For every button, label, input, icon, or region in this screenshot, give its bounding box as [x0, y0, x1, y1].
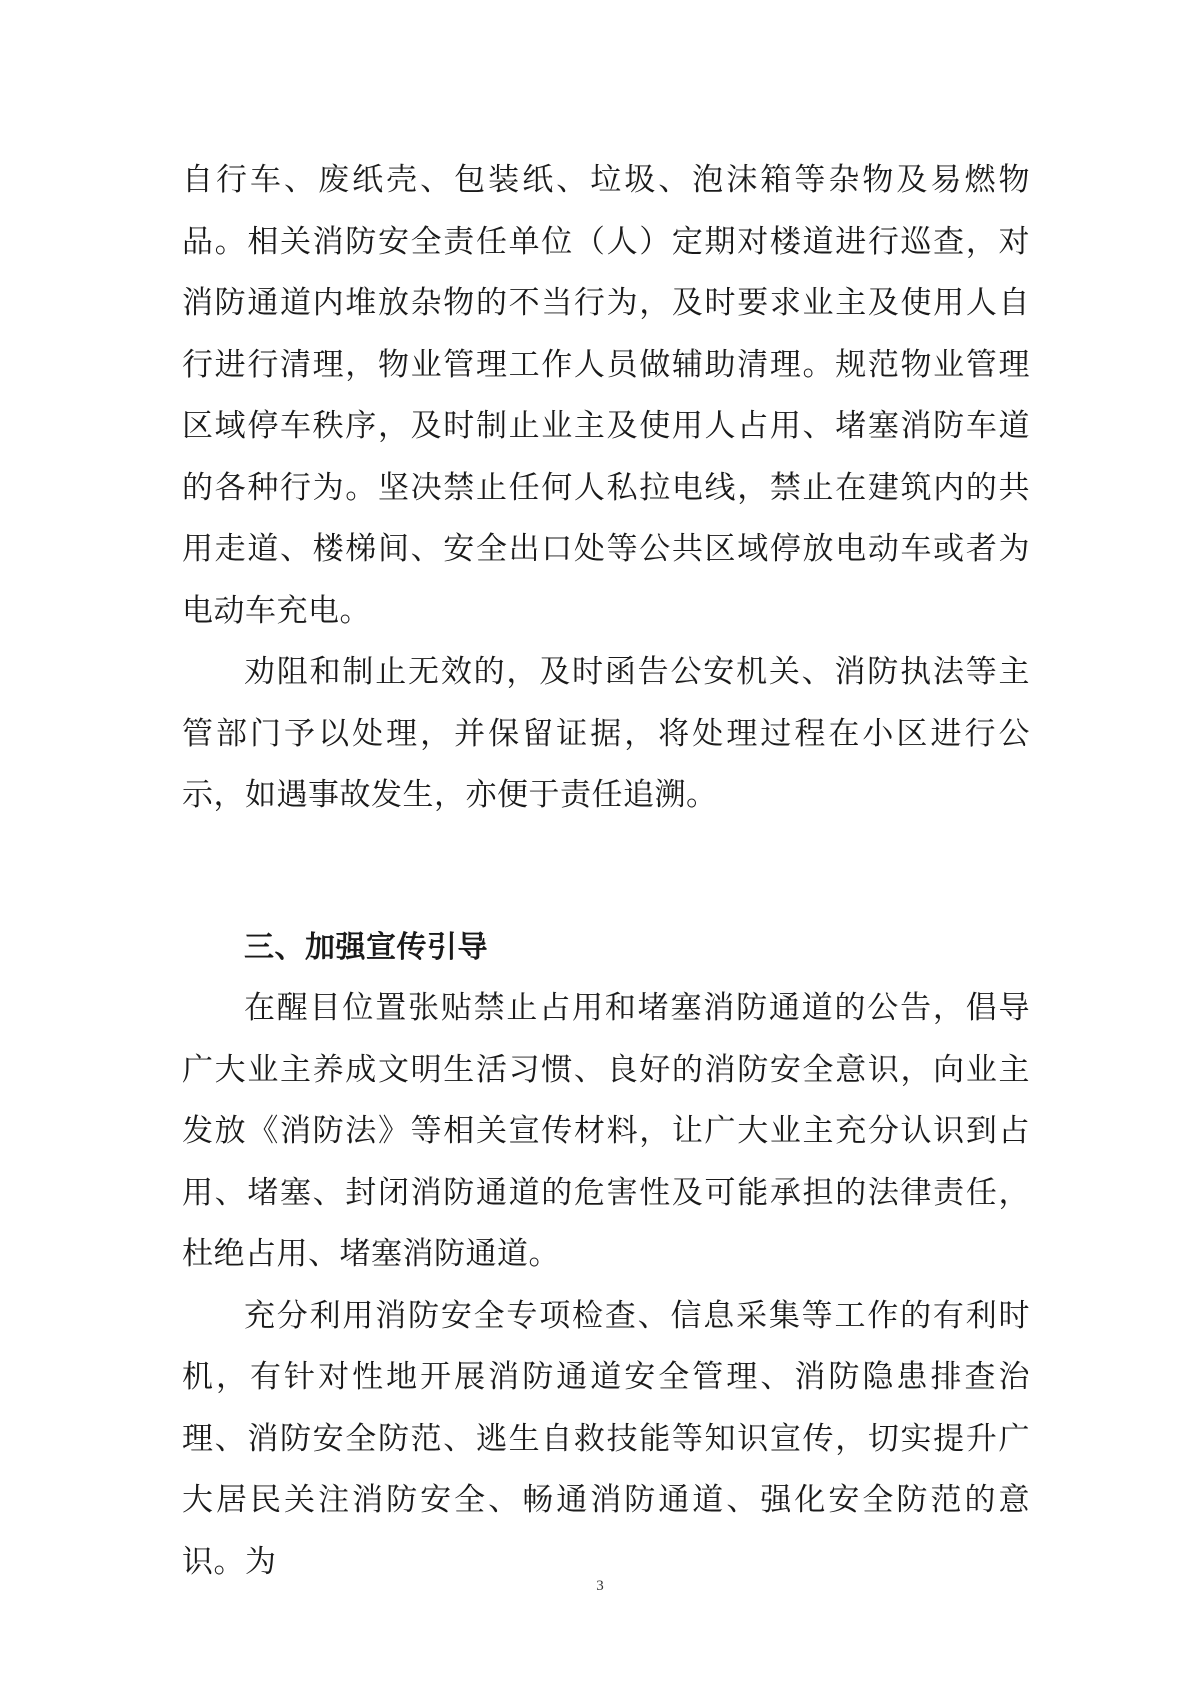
section-spacer: [182, 827, 1030, 917]
paragraph-publicity-notice: 在醒目位置张贴禁止占用和堵塞消防通道的公告，倡导广大业主养成文明生活习惯、良好的消防安全意识，向业主发放《消防法》等相关宣传材料，让广大业主充分认识到占用、堵塞、封闭消防通道的危害性及可能承担的法律责任，杜绝占用、堵塞消防通道。: [182, 990, 1030, 1272]
paragraph-safety-education: 充分利用消防安全专项检查、信息采集等工作的有利时机，有针对性地开展消防通道安全管理、消防隐患排查治理、消防安全防范、逃生自救技能等知识宣传，切实提升广大居民关注消防安全、畅通消防通道、强化安全防范的意识。为: [182, 1297, 1030, 1580]
paragraph-fire-lane-management: 自行车、废纸壳、包装纸、垃圾、泡沫箱等杂物及易燃物品。相关消防安全责任单位（人）定期对楼道进行巡查，对消防通道内堆放杂物的不当行为，及时要求业主及使用人自行进行清理，物业管理工作人员做辅助清理。规范物业管理区域停车秩序，及时制止业主及使用人占用、堵塞消防车道的各种行为。坚决禁止任何人私拉电线，禁止在建筑内的共用走道、楼梯间、安全出口处等公共区域停放电动车或者为电动车充电。: [182, 162, 1030, 629]
document-body: [182, 150, 1030, 1593]
page-number: 3: [596, 1578, 604, 1594]
section-heading: 三、加强宣传引导: [244, 929, 488, 965]
paragraph-enforcement-referral: 劝阻和制止无效的，及时函告公安机关、消防执法等主管部门予以处理，并保留证据，将处理过程在小区进行公示，如遇事故发生，亦便于责任追溯。: [182, 654, 1030, 813]
